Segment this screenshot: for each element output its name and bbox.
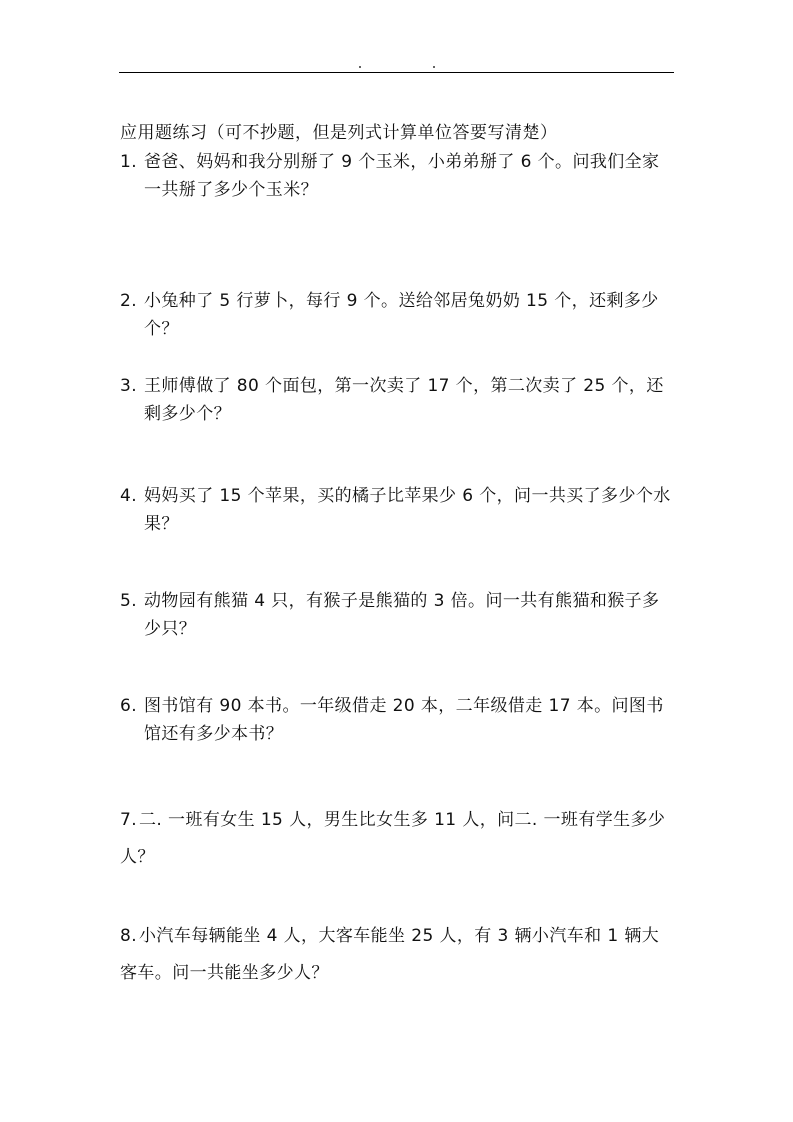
problem-number: 7. [120,810,138,830]
problem-text: 妈妈买了 15 个苹果，买的橘子比苹果少 6 个，问一共买了多少个水果？ [144,486,671,534]
problem-number: 4. [120,486,138,506]
worksheet-title: 应用题练习（可不抄题，但是列式计算单位答要写清楚） [120,123,558,143]
problem-text: 王师傅做了 80 个面包，第一次卖了 17 个，第二次卖了 25 个，还剩多少个？ [144,376,664,424]
problem-text: 图书馆有 90 本书。一年级借走 20 本，二年级借走 17 本。问图书馆还有多少本书？ [144,696,664,744]
problem-5 [120,587,676,643]
problem-6 [120,692,676,748]
problem-text: 爸爸、妈妈和我分别掰了 9 个玉米，小弟弟掰了 6 个。问我们全家一共掰了多少个玉米？ [144,152,660,200]
header-dot [433,66,435,68]
problem-text: 动物园有熊猫 4 只，有猴子是熊猫的 3 倍。问一共有熊猫和猴子多少只？ [144,591,660,639]
problem-text: 小兔种了 5 行萝卜，每行 9 个。送给邻居兔奶奶 15 个，还剩多少个？ [144,291,659,339]
problem-8 [120,918,676,992]
problem-number: 6. [120,696,138,716]
problem-3 [120,372,676,428]
problem-number: 8. [120,926,138,946]
problem-number: 5. [120,591,138,611]
problem-text: 二. 一班有女生 15 人，男生比女生多 11 人，问二. 一班有学生多少人？ [120,810,666,867]
problem-number: 1. [120,152,138,172]
problem-7 [120,802,676,876]
problem-text: 小汽车每辆能坐 4 人，大客车能坐 25 人，有 3 辆小汽车和 1 辆大客车。问一共能坐多少人？ [120,926,660,983]
header-rule [119,72,674,73]
problem-number: 3. [120,376,138,396]
problem-4 [120,482,676,538]
problem-1 [120,148,676,204]
problem-2 [120,287,676,343]
problem-number: 2. [120,291,138,311]
header-dot [359,66,361,68]
